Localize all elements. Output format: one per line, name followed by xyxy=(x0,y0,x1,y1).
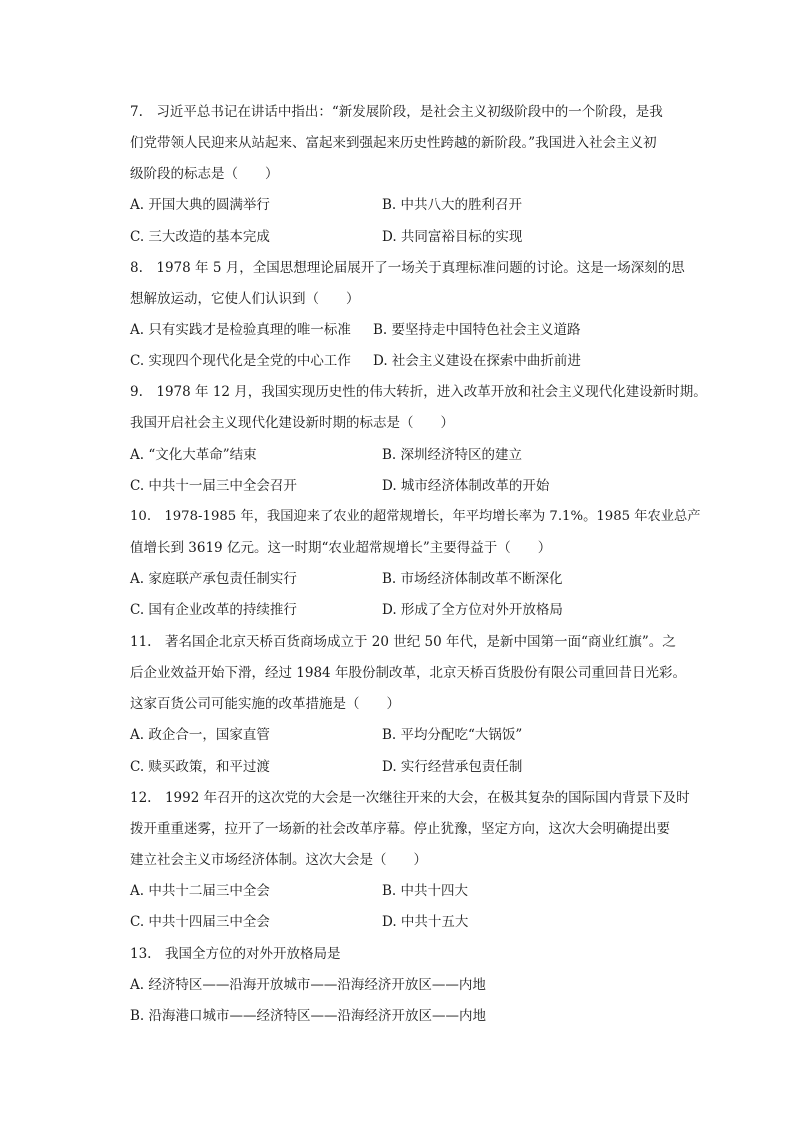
q7-stem-line3: 级阶段的标志是（ ） xyxy=(130,166,279,182)
q11-stem-line3: 这家百货公司可能实施的改革措施是（ ） xyxy=(130,696,400,712)
q11-option-d: D. 实行经营承包责任制 xyxy=(382,759,523,775)
q11-stem-line1: 11. 著名国企北京天桥百货商场成立于 20 世纪 50 年代，是新中国第一面“商业红旗”。之 xyxy=(130,634,676,650)
q8-option-b: B. 要坚持走中国特色社会主义道路 xyxy=(373,322,581,338)
q12-stem-line1: 12. 1992 年召开的这次党的大会是一次继往开来的大会，在极其复杂的国际国内背景下及时 xyxy=(130,790,690,806)
q10-option-d: D. 形成了全方位对外开放格局 xyxy=(382,602,563,618)
q8-stem-line2: 想解放运动，它使人们认识到（ ） xyxy=(130,291,360,307)
q12-option-c: C. 中共十四届三中全会 xyxy=(130,914,270,930)
q11-stem-line2: 后企业效益开始下滑，经过 1984 年股份制改革，北京天桥百货股份有限公司重回昔日光彩。 xyxy=(130,665,686,681)
q7-option-b: B. 中共八大的胜利召开 xyxy=(382,197,523,213)
q7-stem-line2: 们党带领人民迎来从站起来、富起来到强起来历史性跨越的新阶段。”我国进入社会主义初 xyxy=(130,135,657,151)
q9-option-b: B. 深圳经济特区的建立 xyxy=(382,447,523,463)
q10-stem-line2: 值增长到 3619 亿元。这一时期“农业超常规增长”主要得益于（ ） xyxy=(130,540,552,556)
q8-option-c: C. 实现四个现代化是全党的中心工作 xyxy=(130,353,351,369)
q10-option-a: A. 家庭联产承包责任制实行 xyxy=(130,571,297,587)
q12-stem-line2: 拨开重重迷雾，拉开了一场新的社会改革序幕。停止犹豫，坚定方向，这次大会明确提出要 xyxy=(130,821,670,837)
q10-stem-line1: 10. 1978-1985 年，我国迎来了农业的超常规增长，年平均增长率为 7.1%。1985 年农业总产 xyxy=(130,509,701,524)
q11-option-b: B. 平均分配吃“大锅饭” xyxy=(382,727,523,743)
q11-option-c: C. 赎买政策，和平过渡 xyxy=(130,759,270,775)
q9-stem-line1: 9. 1978 年 12 月，我国实现历史性的伟大转折，进入改革开放和社会主义现代化建设新时期。 xyxy=(130,384,707,400)
q7-stem-line1: 7. 习近平总书记在讲话中指出：“新发展阶段，是社会主义初级阶段中的一个阶段，是我 xyxy=(130,104,663,120)
q12-option-d: D. 中共十五大 xyxy=(382,914,469,930)
q8-option-a: A. 只有实践才是检验真理的唯一标准 xyxy=(130,322,351,338)
q10-option-c: C. 国有企业改革的持续推行 xyxy=(130,602,297,618)
q9-option-c: C. 中共十一届三中全会召开 xyxy=(130,478,297,494)
q7-option-d: D. 共同富裕目标的实现 xyxy=(382,229,523,245)
q10-option-b: B. 市场经济体制改革不断深化 xyxy=(382,571,563,587)
q13-option-b: B. 沿海港口城市——经济特区——沿海经济开放区——内地 xyxy=(130,1008,487,1024)
q9-option-a: A. “文化大革命”结束 xyxy=(130,447,257,463)
q9-stem-line2: 我国开启社会主义现代化建设新时期的标志是（ ） xyxy=(130,415,454,431)
q12-option-b: B. 中共十四大 xyxy=(382,883,469,899)
q7-option-c: C. 三大改造的基本完成 xyxy=(130,229,270,245)
q11-option-a: A. 政企合一，国家直管 xyxy=(130,727,270,743)
q8-option-d: D. 社会主义建设在探索中曲折前进 xyxy=(373,353,581,369)
q13-option-a: A. 经济特区——沿海开放城市——沿海经济开放区——内地 xyxy=(130,977,486,993)
q12-option-a: A. 中共十二届三中全会 xyxy=(130,883,270,899)
q9-option-d: D. 城市经济体制改革的开始 xyxy=(382,478,550,494)
q8-stem-line1: 8. 1978 年 5 月，全国思想理论届展开了一场关于真理标准问题的讨论。这是一场深刻的思 xyxy=(130,260,685,276)
q7-option-a: A. 开国大典的圆满举行 xyxy=(130,197,270,213)
q12-stem-line3: 建立社会主义市场经济体制。这次大会是（ ） xyxy=(130,852,427,868)
q13-stem-line1: 13. 我国全方位的对外开放格局是 xyxy=(130,946,341,962)
